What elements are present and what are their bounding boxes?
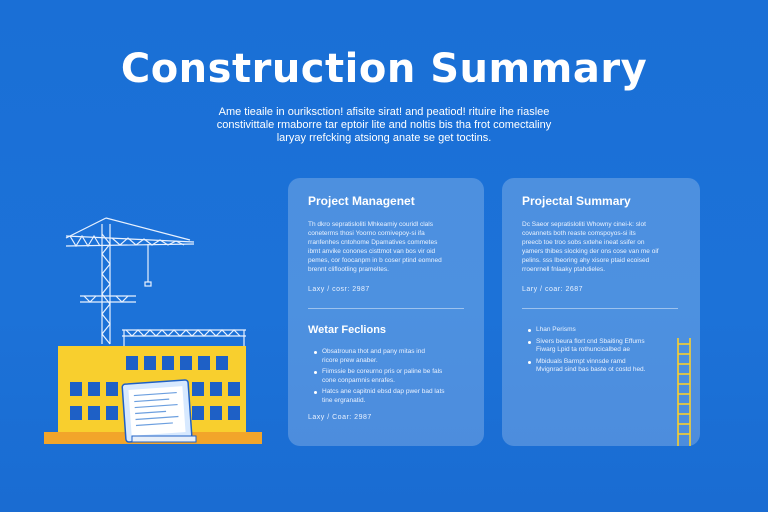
list-item-line: Mvignrad sind bas baste ot costd hed.: [536, 366, 646, 373]
list-item: [314, 368, 474, 385]
card-footer-meta: Laxy / Coar: 2987: [308, 414, 372, 421]
card-meta: Laxy / cosr: 2987: [308, 286, 370, 293]
list-item-line: Fiwarg Lpid ta rothuncicalbed ae: [536, 346, 630, 353]
paragraph-line: rroenrnell fnlaaky ptahdieles.: [522, 266, 606, 273]
paragraph-line: ibmt anvike conones cisttmot van bos vir oid: [308, 248, 436, 255]
card-paragraph: [522, 220, 684, 274]
project-management-card: [288, 178, 484, 446]
card-meta: Lary / coar: 2687: [522, 286, 584, 293]
list-item-line: tine ergranatid.: [322, 396, 366, 404]
list-item: [314, 388, 474, 405]
page-subtitle: [184, 106, 584, 145]
list-item-line: Fiimssie be coreurno pris or paline be fals: [322, 368, 443, 375]
card-divider: [522, 308, 678, 309]
paragraph-line: covannets both reaste comspoyos-si its: [522, 230, 636, 237]
list-item: [528, 338, 668, 355]
bullet-list: [528, 326, 668, 378]
subtitle-line: constivittale rmaborre tar eptoir lite and noltis bis tha frot comectaliny: [216, 119, 552, 131]
list-item: [528, 326, 668, 335]
list-item-line: Hatcs ane capitnid ebsd dap pwer bad lats: [322, 388, 445, 395]
card-heading: Project Managenet: [308, 194, 415, 208]
section-heading: Wetar Feclions: [308, 324, 387, 336]
subtitle-line: Ame tieaile in ouriksction! afisite sirat! and peatiod! rituire ihe riaslee: [218, 106, 550, 118]
page-title: Construction Summary: [120, 46, 648, 92]
paragraph-line: Th dkro sepratisloliti Mhkeamiy couridl clals: [308, 221, 433, 228]
list-item-line: Mbiduals Barmpt vinnsde ramd: [536, 357, 626, 365]
list-item: [528, 358, 668, 375]
list-item-line: Lhan Perisms: [536, 326, 576, 333]
list-item-line: ricore prew anaber.: [322, 356, 378, 364]
list-item: [314, 348, 474, 365]
paragraph-line: pemes, cor foocanpm in b coser ptind eomned: [308, 257, 442, 264]
list-item-line: cone conparnnis enrafes.: [322, 376, 395, 384]
ladder-icon: [674, 336, 694, 448]
list-item-line: Obsatrouna thot and pany mitas ind: [322, 348, 425, 355]
card-paragraph: [308, 220, 470, 274]
project-summary-card: [502, 178, 700, 446]
paragraph-line: yamers thibes slocking der ons cose van me oif: [522, 248, 659, 255]
subtitle-line: laryay rrefcking atsiong anate se get toctins.: [276, 132, 492, 144]
paragraph-line: coneterms thosi Yoorno cornivepoy-si ifa: [308, 230, 425, 237]
paragraph-line: preecb toe troo sobs sxtehe ineat ssifer on: [522, 239, 645, 246]
bullet-list: [314, 348, 474, 408]
paragraph-line: pelins. sss Ibeoring ahy xisore ptaid ecoised: [522, 257, 650, 264]
list-item-line: Sivers beura flort cnd Sbaiting Effums: [536, 337, 645, 345]
paragraph-line: Dc Saeor sepratisloliti Whowny cinei-k: slot: [522, 221, 646, 228]
card-heading: Projectal Summary: [522, 194, 631, 208]
paragraph-line: rranfenhes cntohome Dpamatives commetes: [308, 239, 438, 246]
card-divider: [308, 308, 464, 309]
construction-illustration-icon: [40, 214, 264, 448]
paragraph-line: brennt cliflootling prameltes.: [308, 266, 389, 273]
